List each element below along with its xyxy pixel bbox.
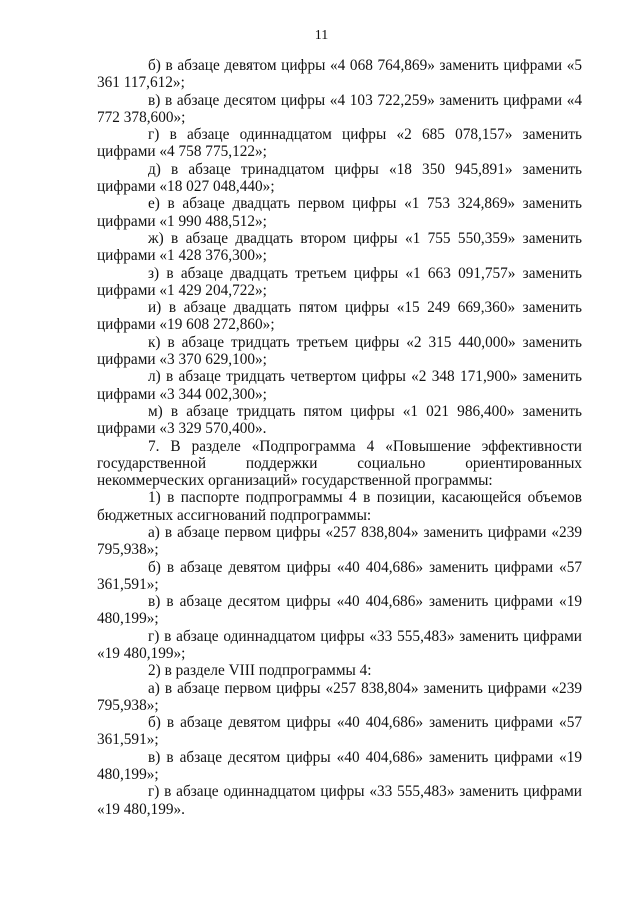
paragraph: л) в абзаце тридцать четвертом цифры «2 348 171,900» заменить цифрами «3 344 002,300»; — [97, 368, 582, 403]
paragraph: ж) в абзаце двадцать втором цифры «1 755 550,359» заменить цифрами «1 428 376,300»; — [97, 229, 582, 265]
paragraph: г) в абзаце одиннадцатом цифры «33 555,483» заменить цифрами «19 480,199». — [97, 783, 582, 818]
paragraph: и) в абзаце двадцать пятом цифры «15 249 669,360» заменить цифрами «19 608 272,860»; — [97, 299, 582, 334]
paragraph: в) в абзаце десятом цифры «40 404,686» заменить цифрами «19 480,199»; — [97, 748, 582, 784]
document-body — [97, 57, 582, 818]
page-number: 11 — [314, 28, 329, 43]
paragraph: в) в абзаце десятом цифры «4 103 722,259» заменить цифрами «4 772 378,600»; — [97, 91, 582, 126]
paragraph: г) в абзаце одиннадцатом цифры «33 555,483» заменить цифрами «19 480,199»; — [97, 627, 582, 662]
section-paragraph: 7. В разделе «Подпрограмма 4 «Повышение эффективности государственной поддержки социально ориентированных некоммерческих организаций» государственной программы: — [97, 437, 582, 489]
paragraph: в) в абзаце десятом цифры «40 404,686» заменить цифрами «19 480,199»; — [97, 593, 582, 628]
paragraph: 1) в паспорте подпрограммы 4 в позиции, касающейся объемов бюджетных ассигнований подпрограммы: — [97, 489, 582, 524]
paragraph: з) в абзаце двадцать третьем цифры «1 663 091,757» заменить цифрами «1 429 204,722»; — [97, 264, 582, 299]
paragraph: д) в абзаце тринадцатом цифры «18 350 945,891» заменить цифрами «18 027 048,440»; — [97, 160, 582, 195]
paragraph: б) в абзаце девятом цифры «4 068 764,869» заменить цифрами «5 361 117,612»; — [97, 57, 582, 92]
paragraph: а) в абзаце первом цифры «257 838,804» заменить цифрами «239 795,938»; — [97, 679, 582, 714]
paragraph: 2) в разделе VIII подпрограммы 4: — [148, 662, 372, 680]
paragraph: к) в абзаце тридцать третьем цифры «2 315 440,000» заменить цифрами «3 370 629,100»; — [97, 333, 582, 368]
paragraph: м) в абзаце тридцать пятом цифры «1 021 986,400» заменить цифрами «3 329 570,400». — [97, 402, 582, 438]
paragraph: б) в абзаце девятом цифры «40 404,686» заменить цифрами «57 361,591»; — [97, 714, 582, 749]
paragraph: б) в абзаце девятом цифры «40 404,686» заменить цифрами «57 361,591»; — [97, 558, 582, 593]
paragraph: г) в абзаце одиннадцатом цифры «2 685 078,157» заменить цифрами «4 758 775,122»; — [97, 126, 582, 161]
paragraph: а) в абзаце первом цифры «257 838,804» заменить цифрами «239 795,938»; — [97, 523, 582, 559]
paragraph: е) в абзаце двадцать первом цифры «1 753 324,869» заменить цифрами «1 990 488,512»; — [97, 195, 582, 230]
